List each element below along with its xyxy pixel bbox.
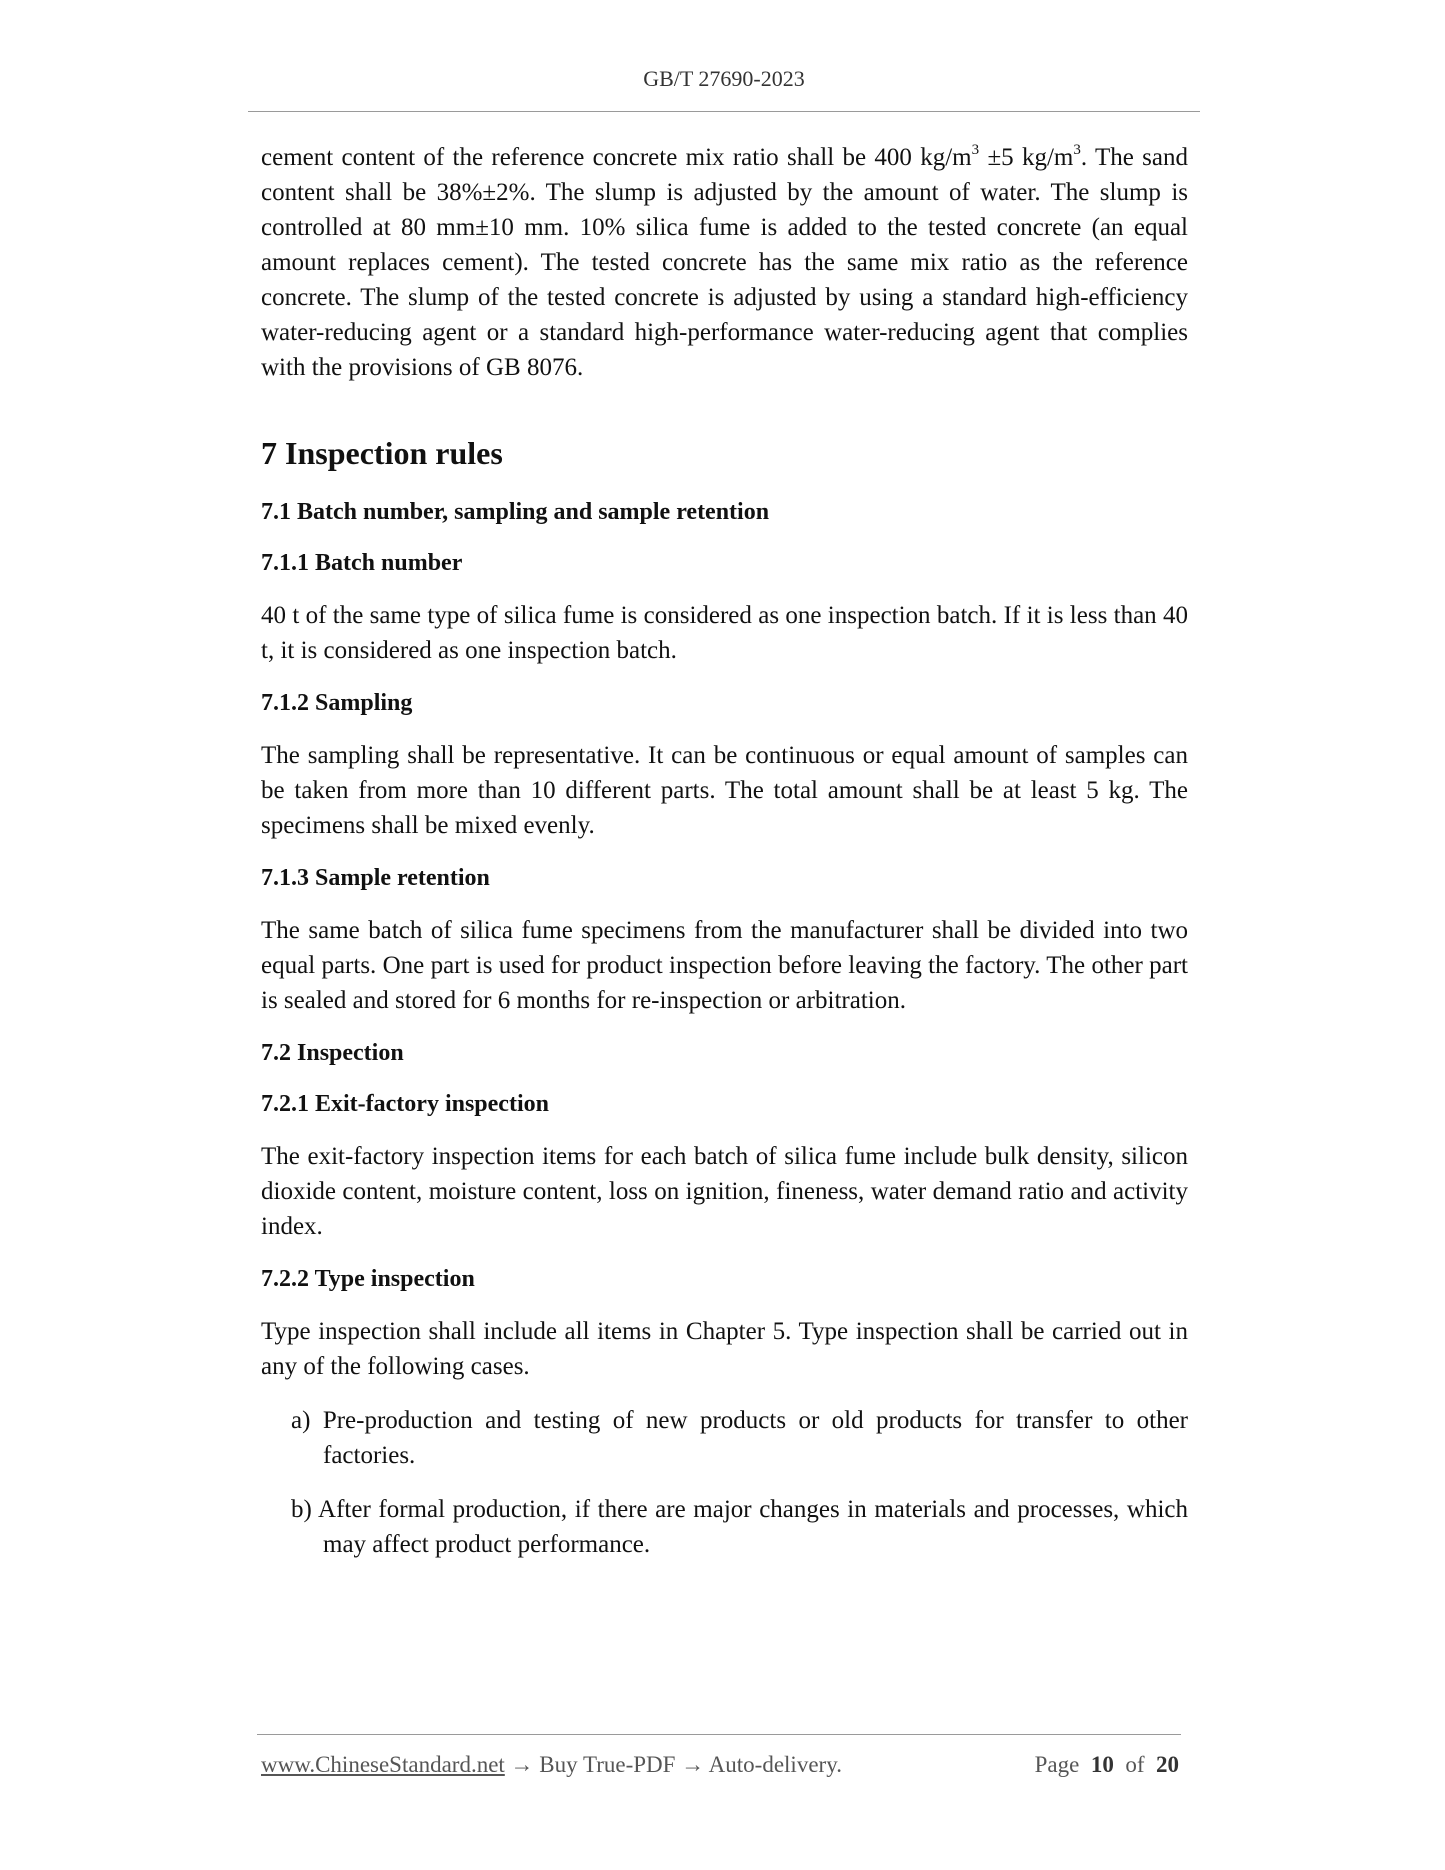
list-item: b) After formal production, if there are major changes in materials and processes, which may affect product performance. <box>291 1496 1188 1558</box>
section-heading-7: 7 Inspection rules <box>261 435 503 471</box>
section-heading-7-2-1: 7.2.1 Exit-factory inspection <box>261 1091 549 1117</box>
footer-links <box>261 1752 842 1778</box>
section-heading-7-1: 7.1 Batch number, sampling and sample retention <box>261 499 770 525</box>
superscript-3: 3 <box>971 141 980 158</box>
page-content <box>261 140 1188 1562</box>
current-page: 10 <box>1090 1752 1114 1777</box>
auto-delivery-text: Auto-delivery. <box>708 1752 842 1777</box>
paragraph-7-1-2: The sampling shall be representative. It can be continuous or equal amount of samples can be taken from more than 10 different parts. The total amount shall be at least 5 kg. The specimens shall be mixed evenly. <box>261 742 1188 839</box>
section-heading-7-2-2: 7.2.2 Type inspection <box>261 1266 475 1292</box>
buy-pdf-text: Buy True-PDF <box>539 1752 676 1777</box>
website-link[interactable]: www.ChineseStandard.net <box>261 1752 505 1777</box>
superscript-3: 3 <box>1073 141 1081 158</box>
continuation-part2: ±5 kg/m <box>979 144 1074 171</box>
arrow-icon: → <box>504 1752 540 1777</box>
section-heading-7-1-1: 7.1.1 Batch number <box>261 550 463 576</box>
of-label: of <box>1125 1752 1145 1777</box>
arrow-icon: → <box>675 1752 709 1777</box>
paragraph-7-2-1: The exit-factory inspection items for each batch of silica fume include bulk density, silicon dioxide content, moisture content, loss on ignition, fineness, water demand ratio and activity index. <box>261 1143 1188 1240</box>
running-header: GB/T 27690-2023 <box>643 66 805 91</box>
page-label: Page <box>1034 1752 1080 1777</box>
continuation-part1: cement content of the reference concrete mix ratio shall be 400 kg/m <box>261 144 972 171</box>
list-item: a) Pre-production and testing of new products or old products for transfer to other factories. <box>291 1407 1188 1469</box>
section-heading-7-1-3: 7.1.3 Sample retention <box>261 865 490 891</box>
page-number <box>1035 1752 1179 1778</box>
continuation-part3: . The sand content shall be 38%±2%. The slump is adjusted by the amount of water. The slump is controlled at 80 mm±10 mm. 10% silica fume is added to the tested concrete (an equal amount replaces cement). The tested concrete has the same mix ratio as the reference concrete. The slump of the tested concrete is adjusted by using a standard high-efficiency water-reducing agent or a standard high-performance water-reducing agent that complies with the provisions of GB 8076. <box>261 144 1188 381</box>
paragraph-7-1-3: The same batch of silica fume specimens from the manufacturer shall be divided into two equal parts. One part is used for product inspection before leaving the factory. The other part is sealed and stored for 6 months for re-inspection or arbitration. <box>261 917 1188 1014</box>
footer-divider <box>257 1734 1181 1735</box>
paragraph-7-2-2: Type inspection shall include all items in Chapter 5. Type inspection shall be carried out in any of the following cases. <box>261 1318 1188 1380</box>
header-divider <box>248 111 1200 112</box>
paragraph-7-1-1: 40 t of the same type of silica fume is considered as one inspection batch. If it is less than 40 t, it is considered as one inspection batch. <box>261 602 1188 664</box>
section-heading-7-1-2: 7.1.2 Sampling <box>261 690 413 716</box>
total-pages: 20 <box>1156 1752 1179 1777</box>
section-heading-7-2: 7.2 Inspection <box>261 1040 404 1066</box>
continuation-paragraph <box>261 140 1188 385</box>
